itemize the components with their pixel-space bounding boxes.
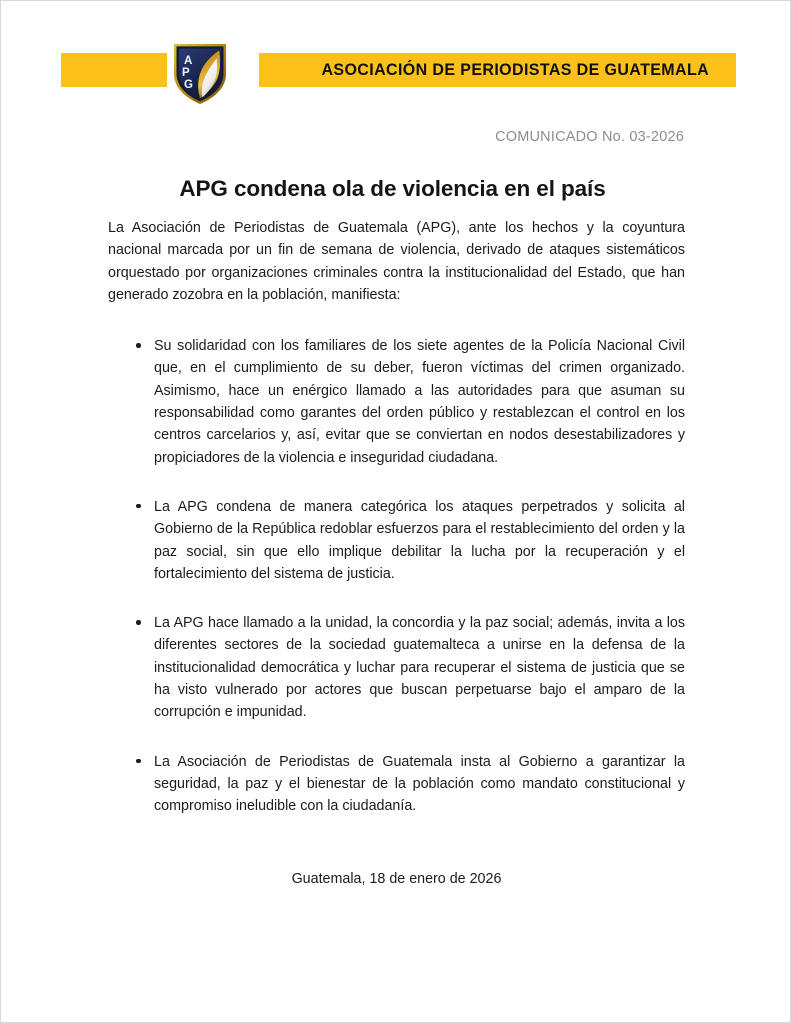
list-item-text: La APG hace llamado a la unidad, la concordia y la paz social; además, invita a los diferentes sectores de la sociedad guatemalteca a unirse en la defensa de la institucionalidad democrática y luchar para recuperar el sistema de justicia que se ha visto vulnerado por actores que buscan perpetuarse bajo el amparo de la corrupción e impunidad.: [154, 615, 685, 721]
list-item: [108, 612, 685, 723]
bullet-point-icon: [136, 343, 141, 348]
yellow-bar-right: [259, 53, 736, 87]
yellow-bar-left: [61, 53, 167, 87]
shield-letter-a: A: [184, 55, 193, 67]
shield-letter-g: G: [184, 79, 193, 91]
communique-reference: COMUNICADO No. 03-2026: [495, 129, 684, 145]
list-item-text: La APG condena de manera categórica los ataques perpetrados y solicita al Gobierno de la República redoblar esfuerzos para el restablecimiento del orden y la paz social, sin que ello implique debilitar la lucha por la recuperación y el fortalecimiento del sistema de justicia.: [154, 498, 685, 582]
shield-letter-p: P: [182, 67, 190, 79]
bullet-point-icon: [136, 620, 141, 625]
list-item: [108, 335, 685, 469]
letterhead-banner: [1, 1, 791, 113]
list-item: [108, 751, 685, 818]
list-item-text: Su solidaridad con los familiares de los siete agentes de la Policía Nacional Civil que, en el cumplimiento de su deber, fueron víctimas del crimen organizado. Asimismo, hace un enérgico llamado a las autoridades para que asuman su responsabilidad como garantes del orden público y restablezcan el control en los centros carcelarios y, así, evitar que se conviertan en nodos desestabilizadores y propiciadores de la violencia e inseguridad ciudadana.: [154, 338, 685, 466]
intro-paragraph: La Asociación de Periodistas de Guatemala (APG), ante los hechos y la coyuntura nacional marcada por un fin de semana de violencia, derivado de ataques sistemáticos orquestado por organizaciones criminales contra la institucionalidad del Estado, que han generado zozobra en la población, manifiesta:: [108, 220, 685, 303]
place-and-date: Guatemala, 18 de enero de 2026: [291, 871, 502, 887]
bullet-point-icon: [136, 759, 141, 764]
bullet-point-icon: [136, 504, 141, 509]
document-body: [108, 217, 685, 818]
organization-name: ASOCIACIÓN DE PERIODISTAS DE GUATEMALA: [321, 60, 709, 79]
page-title: APG condena ola de violencia en el país: [179, 176, 606, 202]
statement-list: [108, 335, 685, 817]
apg-shield-logo: [169, 38, 231, 106]
list-item: [108, 496, 685, 585]
list-item-text: La Asociación de Periodistas de Guatemala insta al Gobierno a garantizar la seguridad, la paz y el bienestar de la población como mandato constitucional y compromiso ineludible con la ciudadanía.: [154, 753, 685, 815]
